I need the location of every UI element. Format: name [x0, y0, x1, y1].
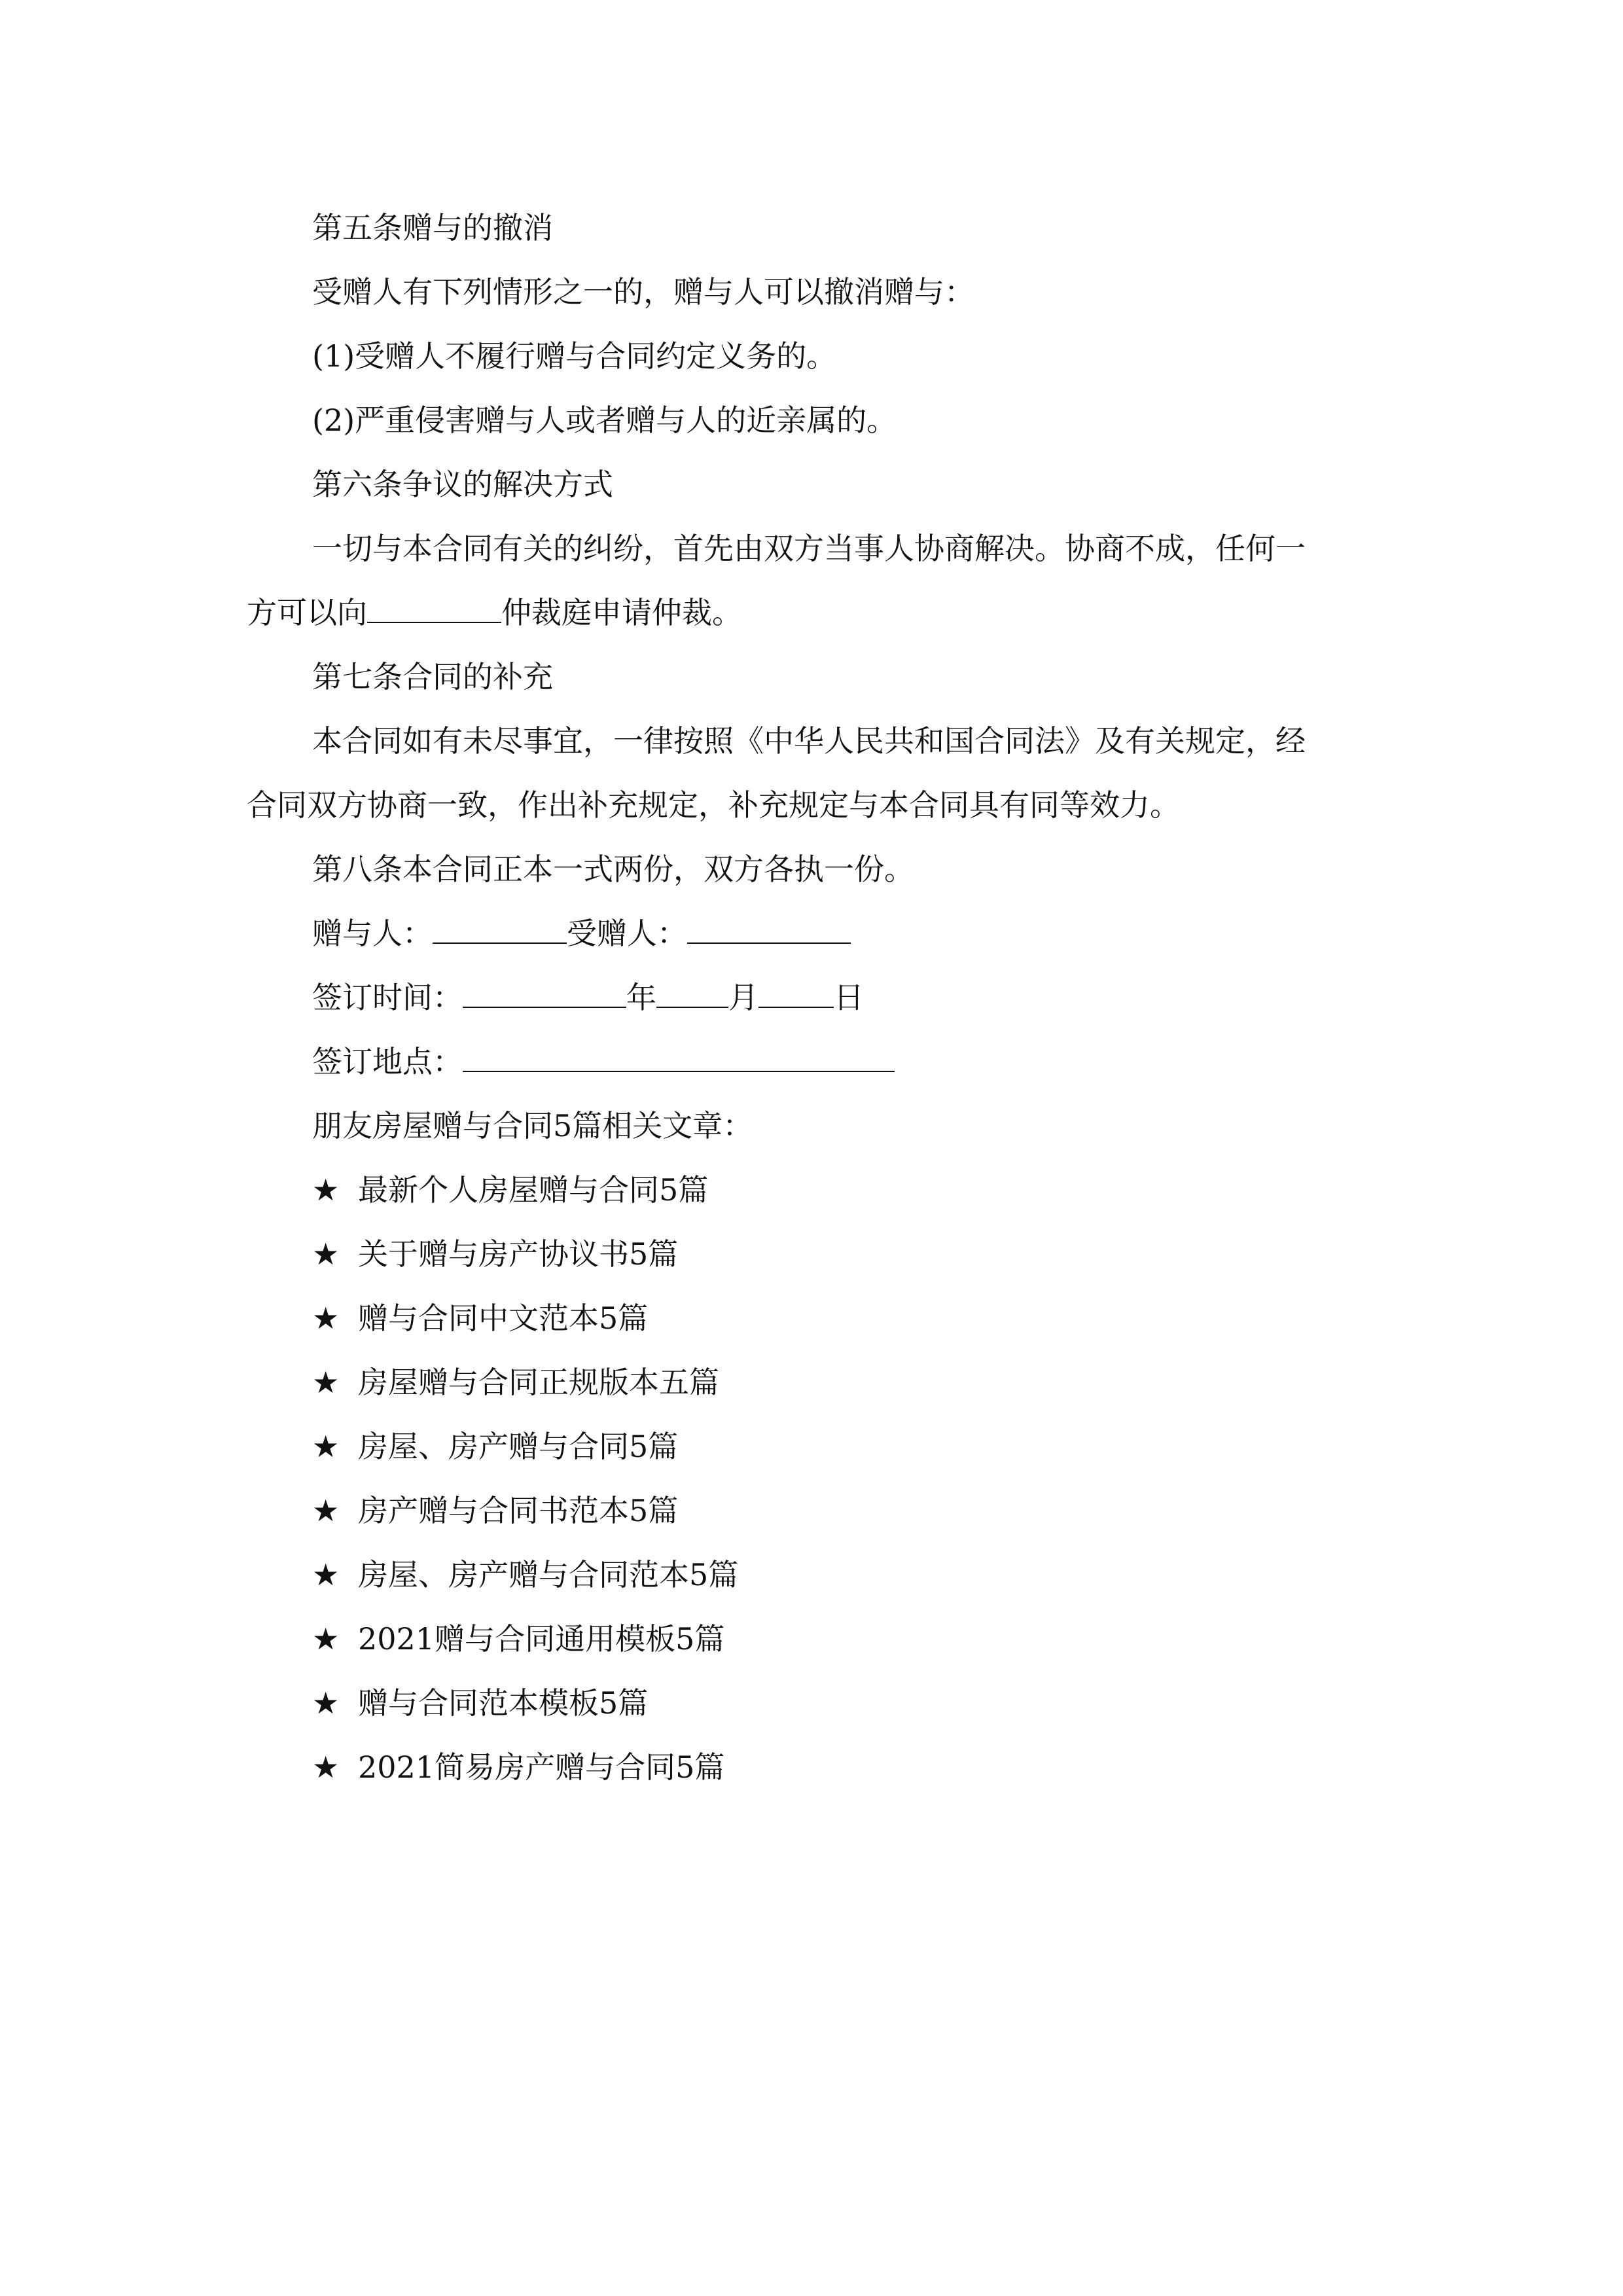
article-5-item-2: (2)严重侵害赠与人或者赠与人的近亲属的。: [312, 403, 897, 438]
related-link-label: 房屋赠与合同正规版本五篇: [358, 1365, 719, 1400]
donor-label: 赠与人：: [312, 916, 433, 951]
related-link-label: 房屋、房产赠与合同5篇: [358, 1429, 679, 1464]
related-link[interactable]: [312, 1555, 1451, 1594]
year-blank: [463, 980, 626, 1008]
related-link[interactable]: [312, 1748, 1451, 1787]
star-icon: ★: [312, 1493, 340, 1528]
donee-blank: [687, 916, 851, 944]
related-link[interactable]: [312, 1683, 1451, 1723]
related-link-label: 2021赠与合同通用模板5篇: [358, 1621, 725, 1657]
arbitration-blank: [367, 596, 501, 623]
article-5-item-1: (1)受赠人不履行赠与合同约定义务的。: [312, 338, 837, 374]
star-icon: ★: [312, 1685, 340, 1721]
related-heading: 朋友房屋赠与合同5篇相关文章：: [312, 1108, 753, 1143]
related-link[interactable]: [312, 1170, 1451, 1210]
date-label: 签订时间：: [312, 980, 463, 1015]
related-link[interactable]: [312, 1491, 1451, 1530]
related-link[interactable]: [312, 1234, 1451, 1274]
day-blank: [758, 980, 834, 1008]
signature-date: [312, 978, 1451, 1017]
related-link-label: 赠与合同范本模板5篇: [358, 1685, 649, 1721]
star-icon: ★: [312, 1236, 340, 1272]
related-link[interactable]: [312, 1619, 1451, 1659]
star-icon: ★: [312, 1365, 340, 1400]
related-link[interactable]: [312, 1299, 1451, 1338]
place-blank: [463, 1045, 895, 1072]
related-link[interactable]: [312, 1363, 1451, 1402]
signature-place: [312, 1042, 1451, 1081]
year-label: 年: [626, 980, 656, 1015]
article-7-line-2: 合同双方协商一致，作出补充规定，补充规定与本合同具有同等效力。: [247, 787, 1180, 823]
article-8-text: 第八条本合同正本一式两份，双方各执一份。: [312, 852, 914, 887]
related-link[interactable]: [312, 1427, 1451, 1466]
article-6-line-1: 一切与本合同有关的纠纷，首先由双方当事人协商解决。协商不成，任何一: [312, 531, 1306, 566]
related-link-label: 赠与合同中文范本5篇: [358, 1300, 649, 1336]
star-icon: ★: [312, 1621, 340, 1657]
article-6-line-2: [247, 593, 1385, 632]
day-label: 日: [834, 980, 864, 1015]
related-link-label: 最新个人房屋赠与合同5篇: [358, 1172, 709, 1208]
star-icon: ★: [312, 1429, 340, 1464]
article-7-title: 第七条合同的补充: [312, 659, 553, 694]
related-link-label: 关于赠与房产协议书5篇: [358, 1236, 679, 1272]
article-6-line-2-prefix: 方可以向: [247, 595, 367, 630]
month-label: 月: [728, 980, 758, 1015]
star-icon: ★: [312, 1749, 340, 1785]
star-icon: ★: [312, 1300, 340, 1336]
donor-blank: [433, 916, 567, 944]
related-link-label: 房产赠与合同书范本5篇: [358, 1493, 679, 1528]
place-label: 签订地点：: [312, 1044, 463, 1079]
article-7-line-1: 本合同如有未尽事宜，一律按照《中华人民共和国合同法》及有关规定，经: [312, 723, 1306, 759]
related-link-label: 2021简易房产赠与合同5篇: [358, 1749, 725, 1785]
donee-label: 受赠人：: [567, 916, 687, 951]
signature-parties: [312, 914, 1451, 953]
article-6-line-2-suffix: 仲裁庭申请仲裁。: [501, 595, 742, 630]
star-icon: ★: [312, 1172, 340, 1208]
article-5-title: 第五条赠与的撤消: [312, 210, 553, 245]
article-5-intro: 受赠人有下列情形之一的，赠与人可以撤消赠与：: [312, 274, 974, 310]
star-icon: ★: [312, 1557, 340, 1592]
article-6-title: 第六条争议的解决方式: [312, 467, 613, 502]
month-blank: [656, 980, 728, 1008]
related-link-label: 房屋、房产赠与合同范本5篇: [358, 1557, 739, 1592]
